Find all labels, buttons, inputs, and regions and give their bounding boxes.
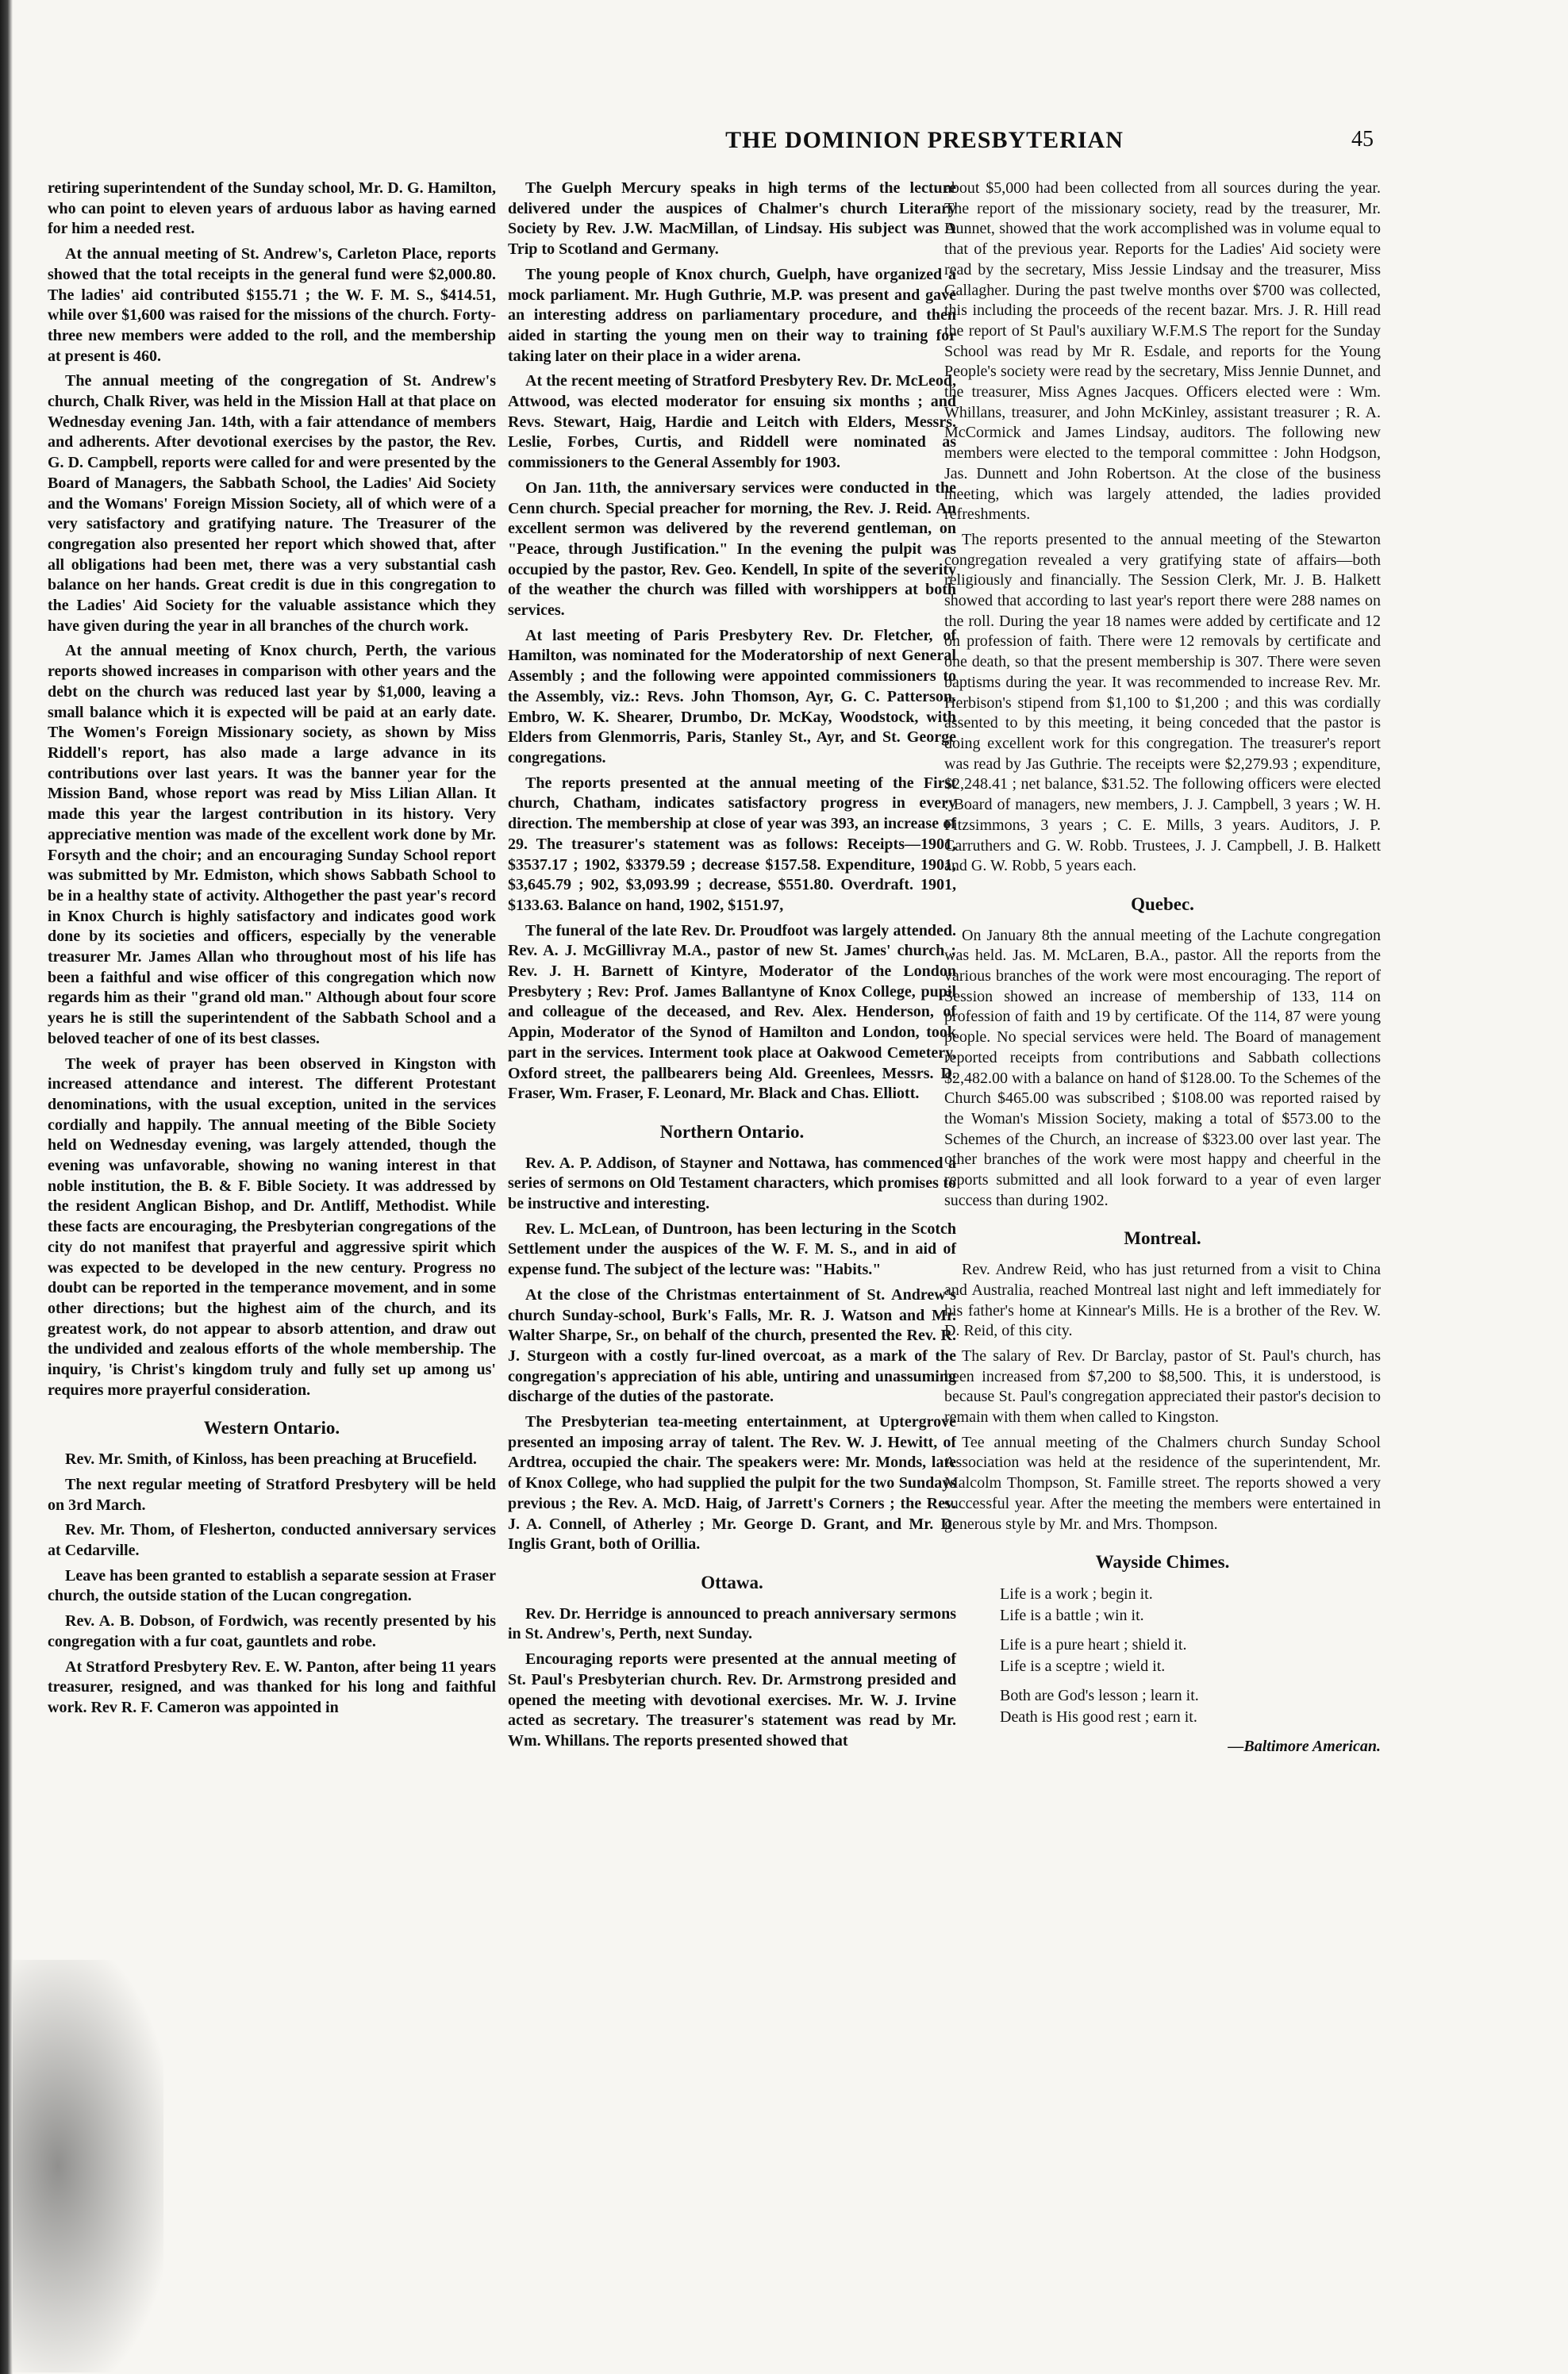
section-heading-montreal: Montreal. [1124,1228,1201,1249]
section-heading-ottawa: Ottawa. [701,1573,763,1592]
article-paragraph: Rev. Andrew Reid, who has just returned from a visit to China and Australia, reached Montreal last night and left immediately for his father's home at Kinnear's Mills. He is a brother of the Rev. W. D. Reid, of this city. [944,1261,1381,1340]
article-paragraph: At the annual meeting of Knox church, Perth, the various reports showed increases in comparison with other years and the debt on the church was reduced last year by $1,000, leaving a small balance which it is expected will be paid at an early date. The Women's Foreign Missionary society, as shown by Miss Riddell's report, has also made a large advance in its contributions over last years. It was the banner year for the Mission Band, whose report was read by Miss Lilian Allan. It made this year the largest contribution in its history. Very appreciative mention was made of the excellent work done by Mr. Forsyth and the choir; and an encouraging Sunday School report was submitted by Mr. Edmiston, which shows Sabbath School to be in a healthy state of activity. Althogether the past year's record in Knox Church is highly satisfactory and indicates good work done by its societies and officers, especially by the venerable treasurer Mr. James Allan who throughout most of his life has been a faithful and wise officer of this congregation which now regards him as their "grand old man." Although about four score years he is still the superintendent of the Sabbath School and a beloved teacher of one of its best classes. [48,642,496,1047]
article-paragraph: Rev. Mr. Thom, of Flesherton, conducted anniversary services at Cedarville. [48,1521,496,1559]
article-paragraph: Rev. A. P. Addison, of Stayner and Nottawa, has commenced a series of sermons on Old Testament characters, which promises to be instructive and interesting. [508,1154,956,1213]
article-paragraph: The annual meeting of the congregation of St. Andrew's church, Chalk River, was held in the Mission Hall at that place on Wednesday evening Jan. 14th, with a fair attendance of members and adherents. After devotional exercises by the pastor, the Rev. G. D. Campbell, reports were called for and were presented by the Board of Managers, the Sabbath School, the Ladies' Aid Society and the Womans' Foreign Mission Society, all of which were of a very satisfactory and gratifying nature. The Treasurer of the congregation also presented her report which showed that, after all obligations had been met, there was a very substantial cash balance on her hands. Great credit is due in this congregation to the Ladies' Aid Society for the valuable assistance which they have given during the year in all branches of the church work. [48,372,496,635]
article-paragraph: about $5,000 had been collected from all sources during the year. The report of the missionary society, read by the treasurer, Mr. Dunnet, showed that the work accomplished was in volume equal to that of the previous year. Reports for the Ladies' Aid society were read by the secretary, Miss Jessie Lindsay and the treasurer, Miss Gallagher. During the past twelve months over $700 was collected, this including the proceeds of the recent bazar. Mrs. J. R. Hill read the report of St Paul's auxiliary W.F.M.S The report for the Sunday School was read by Mr R. Esdale, and reports for the Young People's society were read by the secretary, Miss Jennie Dunnet, and the treasurer, Miss Agnes Jacques. Officers elected were : Wm. Whillans, treasurer, and John McKinley, assistant treasurer ; R. A. McCormick and James Lindsay, auditors. The following new members were elected to the temporal committee : John Hodgson, Jas. Dunnett and John Robertson. At the close of the business meeting, which was largely attended, the ladies provided refreshments. [944,179,1381,524]
column-left [48,179,496,1723]
page-number: 45 [1351,127,1374,152]
article-paragraph: At the close of the Christmas entertainment of St. Andrew's church Sunday-school, Burk's Falls, Mr. R. J. Watson and Mr. Walter Sharpe, Sr., on behalf of the church, presented the Rev. R. J. Sturgeon with a costly fur-lined overcoat, as a mark of the congregation's appreciation of his able, untiring and unassuming discharge of the duties of the pastorate. [508,1285,956,1406]
poem-attribution: —Baltimore American. [1228,1738,1381,1755]
article-paragraph: Rev. L. McLean, of Duntroon, has been lecturing in the Scotch Settlement under the auspices of the W. F. M. S., and in aid of expense fund. The subject of the lecture was: "Habits." [508,1220,956,1279]
article-paragraph: At last meeting of Paris Presbytery Rev. Dr. Fletcher, of Hamilton, was nominated for the Moderatorship of next General Assembly ; and the following were appointed commissioners to the Assembly, viz.: Revs. John Thomson, Ayr, G. C. Patterson. Embro, W. K. Shearer, Drumbo, Dr. McKay, Woodstock, with Elders from Glenmorris, Paris, Stanley St., Ayr, and St. George congregations. [508,626,956,766]
article-paragraph: The reports presented at the annual meeting of the First church, Chatham, indicates satisfactory progress in every direction. The membership at close of year was 393, an increase of 29. The treasurer's statement was as follows: Receipts—1901, $3537.17 ; 1902, $3379.59 ; decrease $157.58. Expenditure, 1901, $3,645.79 ; 902, $3,093.99 ; decrease, $551.80. Overdraft. 1901, $133.63. Balance on hand, 1902, $151.97, [508,774,956,914]
article-paragraph: Tee annual meeting of the Chalmers church Sunday School Association was held at the residence of the superintendent, Mr. Malcolm Thompson, St. Famille street. The reports showed a very successful year. After the meeting the members were entertained in generous style by Mr. and Mrs. Thompson. [944,1433,1381,1533]
article-paragraph: The Guelph Mercury speaks in high terms of the lecture delivered under the auspices of Chalmer's church Literary Society by Rev. J.W. MacMillan, of Lindsay. His subject was A Trip to Scotland and Germany. [508,179,956,259]
column-right [944,179,1381,1757]
article-paragraph: At the annual meeting of St. Andrew's, Carleton Place, reports showed that the total receipts in the general fund were $2,000.80. The ladies' aid contributed $155.71 ; the W. F. M. S., $414.51, while over $1,600 was raised for the missions of the church. Forty-three new members were added to the roll, and the membership at present is 460. [48,245,496,365]
poem-line: Death is His good rest ; earn it. [1000,1708,1197,1726]
poem-stanza [1000,1635,1381,1677]
column-middle [508,179,956,1757]
article-paragraph: On Jan. 11th, the anniversary services were conducted in the Cenn church. Special preacher for morning, the Rev. J. Reid. An excellent sermon was delivered by the reverend gentleman, on "Peace, through Justification." In the evening the pulpit was occupied by the pastor, Rev. Geo. Kendell, In spite of the severity of the weather the church was filled with worshippers at both services. [508,478,956,620]
article-paragraph: Rev. Mr. Smith, of Kinloss, has been preaching at Brucefield. [65,1450,477,1469]
poem-line: Life is a sceptre ; wield it. [1000,1658,1166,1675]
poem-stanza [1000,1584,1381,1627]
section-heading-quebec: Quebec. [1131,893,1194,914]
article-paragraph: The young people of Knox church, Guelph, have organized a mock parliament. Mr. Hugh Guthrie, M.P. was present and gave an interesting address on parliamentary procedure, and then aided in starting the young men on their way to training for taking later on their place in a wider arena. [508,265,956,365]
poem-line: Life is a pure heart ; shield it. [1000,1636,1187,1654]
article-paragraph: The salary of Rev. Dr Barclay, pastor of St. Paul's church, has been increased from $7,200 to $8,500. This, it is understood, is because St. Paul's congregation appreciated their pastor's decision to remain with them when called to Kingston. [944,1346,1381,1427]
poem-stanza [1000,1685,1381,1728]
article-paragraph: Encouraging reports were presented at the annual meeting of St. Paul's Presbyterian church. Rev. Dr. Armstrong presided and opened the meeting with devotional exercises. Mr. W. J. Irvine acted as secretary. The treasurer's statement was read by Mr. Wm. Whillans. The reports presented showed that [508,1650,956,1750]
section-heading-northern-ontario: Northern Ontario. [659,1121,805,1142]
paper-damage-stain [13,1960,163,2372]
poem [1000,1584,1381,1757]
article-paragraph: Rev. Dr. Herridge is announced to preach anniversary sermons in St. Andrew's, Perth, next Sunday. [508,1604,956,1643]
poem-line: Life is a work ; begin it. [1000,1585,1153,1603]
article-paragraph: The week of prayer has been observed in Kingston with increased attendance and interest. The different Protestant denominations, with the usual exception, united in the services cordially and happily. The annual meeting of the Bible Society held on Wednesday evening, was largely attended, though the evening was unfavorable, showing no waning interest in that noble institution, the B. & F. Bible Society. It was addressed by the resident Anglican Bishop, and Dr. Antliff, Methodist. While these facts are encouraging, the Presbyterian congregations of the city do not manifest that prayerful and aggressive spirit which was expected to be developed in the new century. Progress no doubt can be reported in the temperance movement, and in some other directions; but the highest aim of the church, and its greatest work, do not appear to absorb attention, and draw out the undivided and zealous efforts of the whole membership. The inquiry, 'is Christ's kingdom truly and fully set up among us' requires more prayerful consideration. [48,1054,496,1399]
article-paragraph: On January 8th the annual meeting of the Lachute congregation was held. Jas. M. McLaren, B.A., pastor. All the reports from the various branches of the work were most encouraging. The report of Session showed an increase of membership of 133, 114 on profession of faith and 19 by certificate. Of the 114, 87 were young people. No special services were held. The Board of management reported receipts from contributions and Sabbath collections $2,482.00 with a balance on hand of $128.00. To the Schemes of the Church $465.00 was subscribed ; $108.00 was reported raised by the Woman's Mission Society, making a total of $573.00 to the Schemes of the Church, an increase of $323.00 over last year. The other branches of the work were most happy and cheerful in the reports submitted and all look forward to a year of even larger success than during 1902. [944,926,1381,1209]
article-paragraph: The next regular meeting of Stratford Presbytery will be held on 3rd March. [48,1475,496,1514]
article-paragraph: Rev. A. B. Dobson, of Fordwich, was recently presented by his congregation with a fur coat, gauntlets and robe. [48,1612,496,1650]
section-heading-wayside-chimes: Wayside Chimes. [1095,1552,1230,1573]
poem-line: Both are God's lesson ; learn it. [1000,1687,1199,1704]
article-paragraph: The Presbyterian tea-meeting entertainment, at Uptergrove presented an imposing array of talent. The Rev. W. J. Hewitt, of Ardtrea, occupied the chair. The speakers were: Mr. Monds, late of Knox College, who had supplied the pulpit for the two Sundays previous ; the Rev. A. McD. Haig, of Jarrett's Corners ; the Rev. J. A. Connell, of Atherley ; Mr. George D. Grant, and Mr. D. Inglis Grant, both of Orillia. [508,1413,956,1554]
scan-left-edge [0,0,13,2374]
article-paragraph: retiring superintendent of the Sunday school, Mr. D. G. Hamilton, who can point to eleven years of arduous labor as having earned for him a needed rest. [48,179,496,238]
article-paragraph: At the recent meeting of Stratford Presbytery Rev. Dr. McLeod, Attwood, was elected moderator for ensuing six months ; and Revs. Stewart, Haig, Hardie and Leitch with Elders, Messrs. Leslie, Forbes, Curtis, and Riddell were nominated as commissioners to the General Assembly for 1903. [508,372,956,472]
article-paragraph: The funeral of the late Rev. Dr. Proudfoot was largely attended. Rev. A. J. McGillivray M.A., pastor of new St. James' church ; Rev. J. H. Barnett of Kintyre, Moderator of the London Presbytery ; Rev: Prof. James Ballantyne of Knox College, pupil and colleague of the deceased, and Rev. Alex. Henderson, of Appin, Moderator of the Synod of Hamilton and London, took part in the services. Interment took place at Oakwood Cemetery, Oxford street, the pallbearers being Ald. Greenlees, Messrs. D. Fraser, Wm. Fraser, F. Leonard, Mr. Black and Chas. Elliott. [508,921,956,1103]
section-heading-western-ontario: Western Ontario. [203,1418,340,1439]
article-paragraph: Leave has been granted to establish a separate session at Fraser church, the outside station of the Lucan congregation. [48,1566,496,1605]
article-paragraph: At Stratford Presbytery Rev. E. W. Panton, after being 11 years treasurer, resigned, and was thanked for his long and faithful work. Rev R. F. Cameron was appointed in [48,1658,496,1716]
article-paragraph: The reports presented to the annual meeting of the Stewarton congregation revealed a very gratifying state of affairs—both religiously and financially. The Session Clerk, Mr. J. B. Halkett showed that according to last year's report there were 288 names on the roll. During the year 18 names were added by certificate and 12 on profession of faith. There were 12 removals by certificate and one death, so that the present membership is 307. There were seven baptisms during the year. It was recommended to increase Rev. Mr. Herbison's stipend from $1,100 to $1,200 ; and this was cordially assented to by this meeting, it being conceded that the pastor is doing excellent work for this congregation. The treasurer's report was read by Jas Guthrie. The receipts were $2,279.93 ; expenditure, $2,248.41 ; net balance, $31.52. The following officers were elected : Board of managers, new members, J. J. Campbell, 3 years ; W. H. Fitzsimmons, 3 years ; C. E. Mills, 3 years. Auditors, J. P. Carruthers and G. W. Robb. Trustees, J. J. Campbell, J. B. Halkett and G. W. Robb, 5 years each. [944,530,1381,875]
poem-line: Life is a battle ; win it. [1000,1607,1144,1624]
page-header-title: THE DOMINION PRESBYTERIAN [725,127,1124,153]
